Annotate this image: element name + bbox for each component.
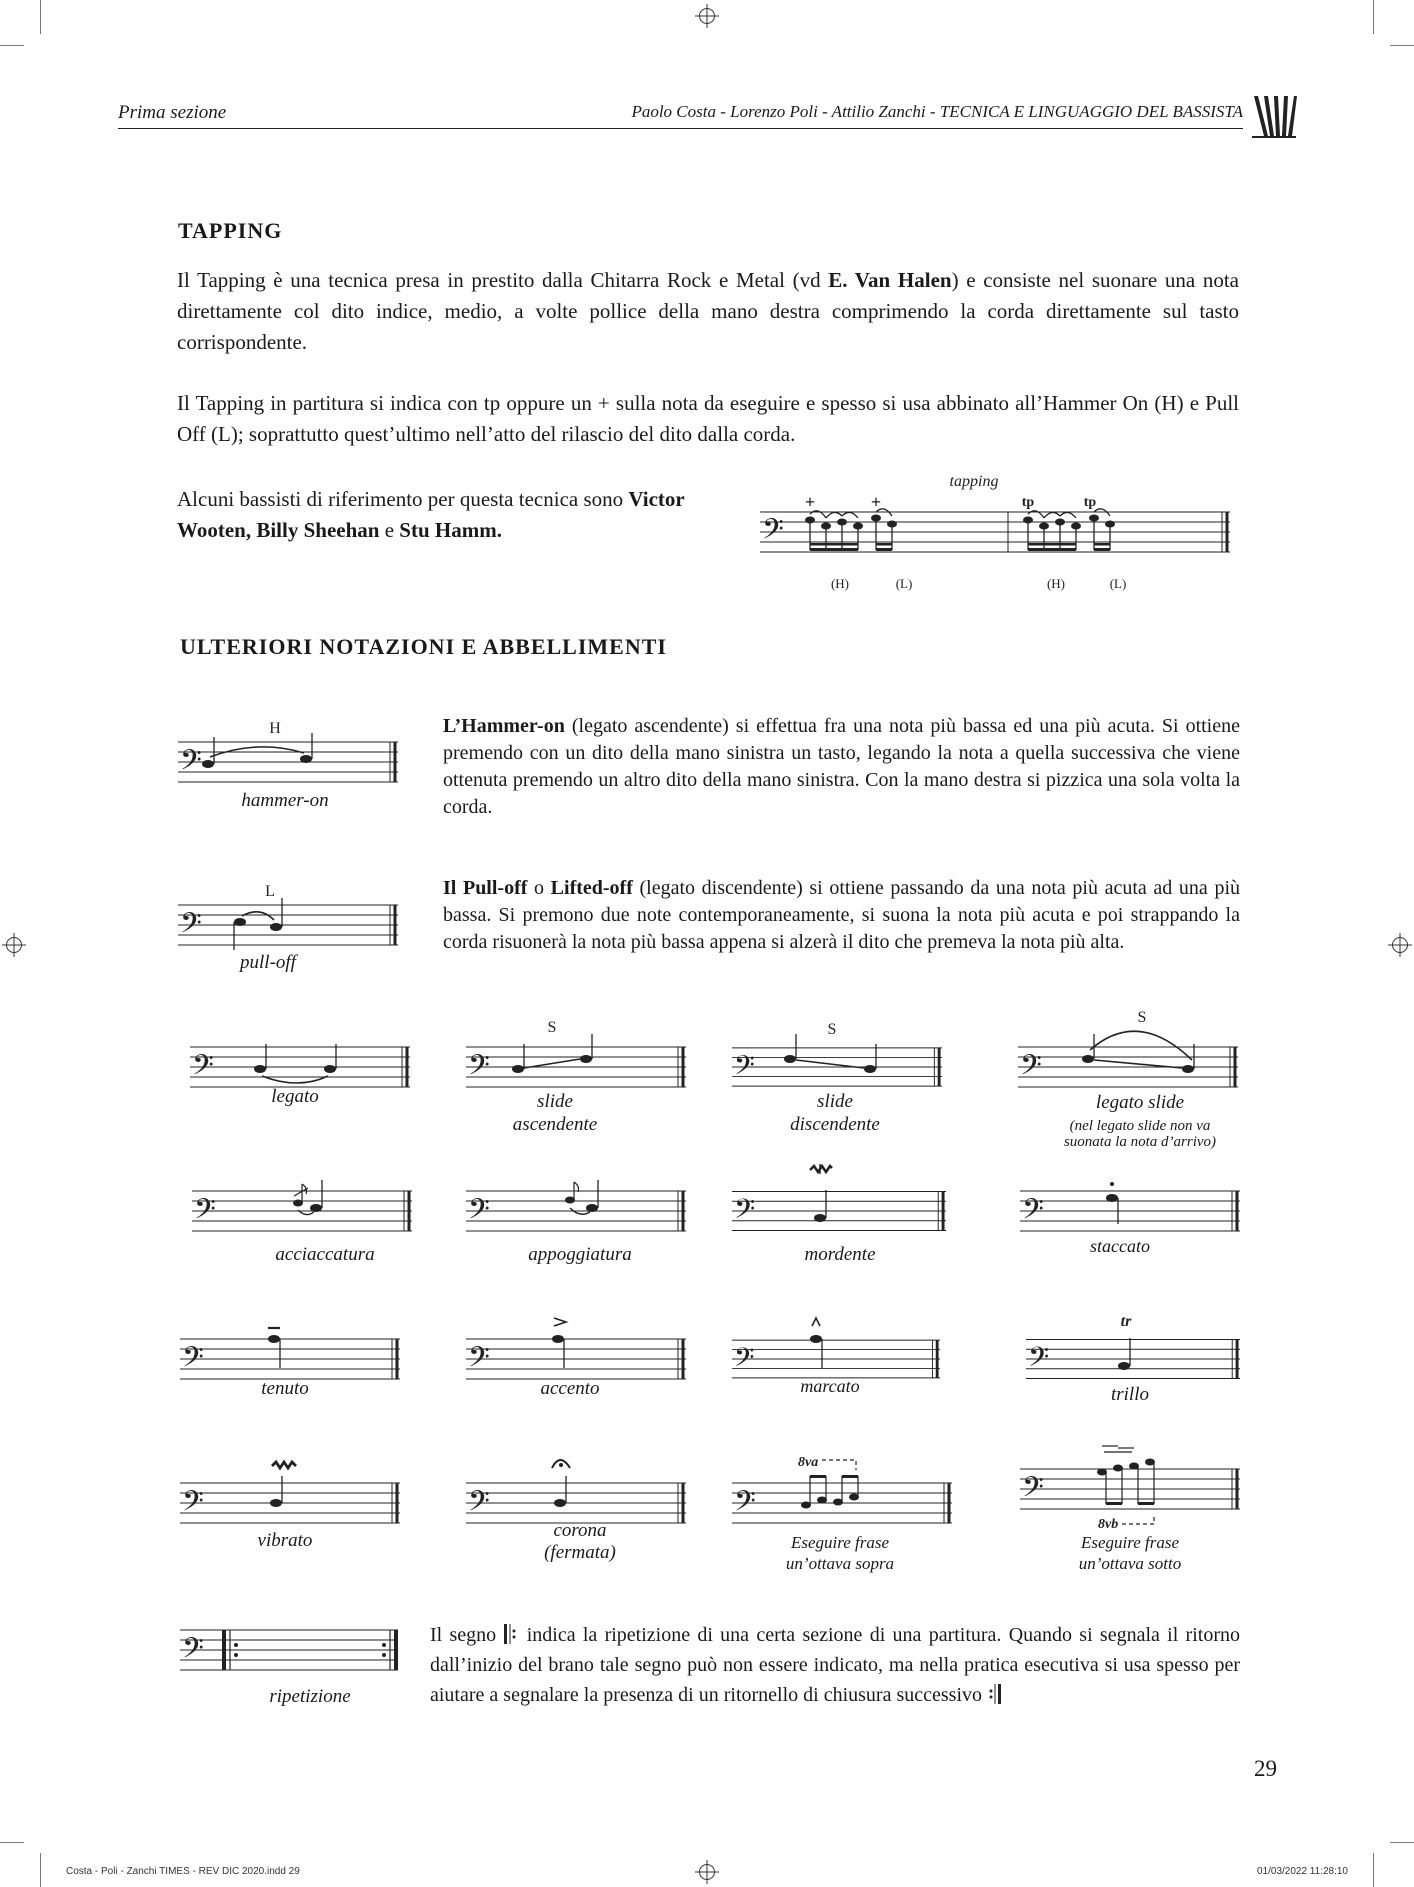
marcato-caption: marcato bbox=[800, 1376, 860, 1396]
repeat-description: Il segno indica la ripetizione di una certa sezione di una partitura. Quando si segnala il ritorno dall’inizio del brano tale segno può non essere indicato, ma nella pratica esecutiva si usa spesso per aiutare a segnalare la presenza di un ritornello di chiusura successivo bbox=[430, 1624, 1240, 1706]
octave-up-staff bbox=[732, 1448, 954, 1532]
publisher-logo-icon bbox=[1250, 92, 1298, 140]
accento-caption: accento bbox=[540, 1378, 600, 1399]
tapping-paragraph-3: Alcuni bassisti di riferimento per questa tecnica sono Victor Wooten, Billy Sheehan e Stu Hamm. bbox=[177, 487, 685, 542]
pull-letter: L bbox=[265, 883, 275, 900]
octave-down-mark: 8vb bbox=[1098, 1517, 1119, 1532]
vibrato-caption: vibrato bbox=[257, 1530, 313, 1551]
slide-letter: S bbox=[1137, 1009, 1147, 1026]
corona-caption: corona (fermata) bbox=[544, 1520, 616, 1563]
octave-down-caption: Eseguire frase un’ottava sotto bbox=[1078, 1533, 1182, 1573]
octave-up-caption: Eseguire frase un’ottava sopra bbox=[785, 1533, 895, 1573]
repeat-start-icon bbox=[503, 1623, 519, 1645]
hammer-mark: (H) bbox=[830, 576, 850, 591]
hammer-mark: (H) bbox=[1046, 576, 1066, 591]
slide-letter: S bbox=[547, 1019, 557, 1036]
crop-mark bbox=[0, 1842, 24, 1843]
hammer-on-description: L’Hammer-on (legato ascendente) si effettua fra una nota più bassa ed una più acuta. Si ottiene premendo con un dito della mano sinistra un tasto, legando la nota a quella successiva che viene ottenuta premendo un altro dito della mano sinistra. Con la mano destra si pizzica una sola volta la corda. bbox=[443, 715, 1240, 818]
trillo-staff bbox=[1026, 1306, 1242, 1388]
repeat-staff bbox=[180, 1622, 402, 1688]
repeat-end-icon bbox=[987, 1683, 1003, 1705]
pull-off-caption: pull-off bbox=[240, 952, 296, 973]
registration-mark-icon bbox=[699, 8, 715, 24]
pull-mark: (L) bbox=[895, 576, 913, 591]
acciaccatura-staff bbox=[180, 1170, 426, 1240]
tenuto-caption: tenuto bbox=[261, 1378, 309, 1399]
tapping-paragraph-2: Il Tapping in partitura si indica con tp oppure un + sulla nota da eseguire e spesso si usa abbinato all’Hammer On (H) e Pull Off (L); soprattutto quest’ultimo nell’atto del rilascio del dito dalla corda. bbox=[177, 391, 1239, 446]
octave-down-staff bbox=[1018, 1440, 1244, 1532]
staccato-staff bbox=[1018, 1170, 1244, 1240]
tapping-label: tapping bbox=[949, 473, 999, 490]
slide-letter: S bbox=[827, 1021, 837, 1038]
footer-file: Costa - Poli - Zanchi TIMES - REV DIC 2020.indd 29 bbox=[66, 1866, 300, 1877]
header-section: Prima sezione bbox=[118, 102, 227, 123]
legato-slide-staff bbox=[1018, 1004, 1240, 1100]
svg-text:𝄢: 𝄢 bbox=[762, 515, 784, 552]
slide-up-caption: slide ascendente bbox=[512, 1091, 598, 1135]
ornaments-heading: ULTERIORI NOTAZIONI E ABBELLIMENTI bbox=[180, 634, 667, 659]
footer-date: 01/03/2022 11:28:10 bbox=[1256, 1866, 1348, 1877]
trillo-caption: trillo bbox=[1110, 1384, 1149, 1405]
tp-mark: tp bbox=[1083, 495, 1097, 510]
registration-mark-icon bbox=[6, 937, 22, 953]
registration-mark-icon bbox=[1392, 937, 1408, 953]
tapping-example-staff bbox=[756, 468, 1236, 598]
tapping-paragraph-1: Il Tapping è una tecnica presa in prestito dalla Chitarra Rock e Metal (vd E. Van Halen) e consiste nel suonare una nota direttamente col dito indice, medio, a volte pollice della mano destra comprimendo la corda direttamente sul tasto corrispondente. bbox=[177, 268, 1239, 354]
header-rule bbox=[118, 128, 1243, 129]
hammer-on-caption: hammer-on bbox=[241, 790, 329, 811]
octave-up-mark: 8va bbox=[798, 1455, 819, 1470]
tp-mark: tp bbox=[1021, 495, 1035, 510]
registration-mark-icon bbox=[699, 1864, 715, 1880]
page-number: 29 bbox=[1254, 1756, 1277, 1781]
acciaccatura-caption: acciaccatura bbox=[275, 1244, 375, 1265]
hammer-letter: H bbox=[269, 720, 281, 737]
legato-slide-note: (nel legato slide non va suonata la nota d’arrivo) bbox=[1063, 1118, 1217, 1150]
svg-text:𝄢: 𝄢 bbox=[182, 1634, 204, 1671]
slide-down-staff bbox=[732, 1016, 944, 1100]
crop-mark bbox=[1390, 45, 1414, 46]
crop-mark bbox=[0, 45, 24, 46]
vibrato-staff bbox=[180, 1456, 402, 1532]
crop-mark bbox=[1373, 0, 1374, 34]
legato-slide-caption: legato slide bbox=[1095, 1092, 1185, 1113]
header-title: Paolo Costa - Lorenzo Poli - Attilio Zanchi - TECNICA E LINGUAGGIO DEL BASSISTA bbox=[631, 102, 1243, 121]
accento-staff bbox=[462, 1312, 692, 1388]
legato-caption: legato bbox=[271, 1086, 319, 1107]
mordente-caption: mordente bbox=[804, 1244, 876, 1265]
crop-mark bbox=[40, 1853, 41, 1887]
slide-up-staff bbox=[462, 1016, 692, 1100]
pull-mark: (L) bbox=[1109, 576, 1127, 591]
appoggiatura-caption: appoggiatura bbox=[528, 1244, 632, 1265]
pull-off-description: Il Pull-off o Lifted-off (legato discendente) si ottiene passando da una nota più acuta ad una più bassa. Si premono due note contemporaneamente, si suona la nota più acuta e poi strappando la corda risuonerà la nota più bassa appena si alzerà il dito che premeva la nota più alta. bbox=[443, 877, 1240, 953]
staccato-caption: staccato bbox=[1090, 1236, 1150, 1256]
repeat-caption: ripetizione bbox=[269, 1686, 351, 1707]
crop-mark bbox=[1390, 1842, 1414, 1843]
trill-mark: tr bbox=[1120, 1313, 1132, 1330]
plus-mark: + bbox=[804, 492, 816, 512]
slide-down-caption: slide discendente bbox=[790, 1091, 880, 1135]
crop-mark bbox=[1373, 1853, 1374, 1887]
plus-mark: + bbox=[870, 492, 882, 512]
tapping-heading: TAPPING bbox=[178, 218, 283, 243]
appoggiatura-staff bbox=[462, 1170, 692, 1240]
mordente-staff bbox=[732, 1160, 948, 1240]
crop-mark bbox=[40, 0, 41, 34]
